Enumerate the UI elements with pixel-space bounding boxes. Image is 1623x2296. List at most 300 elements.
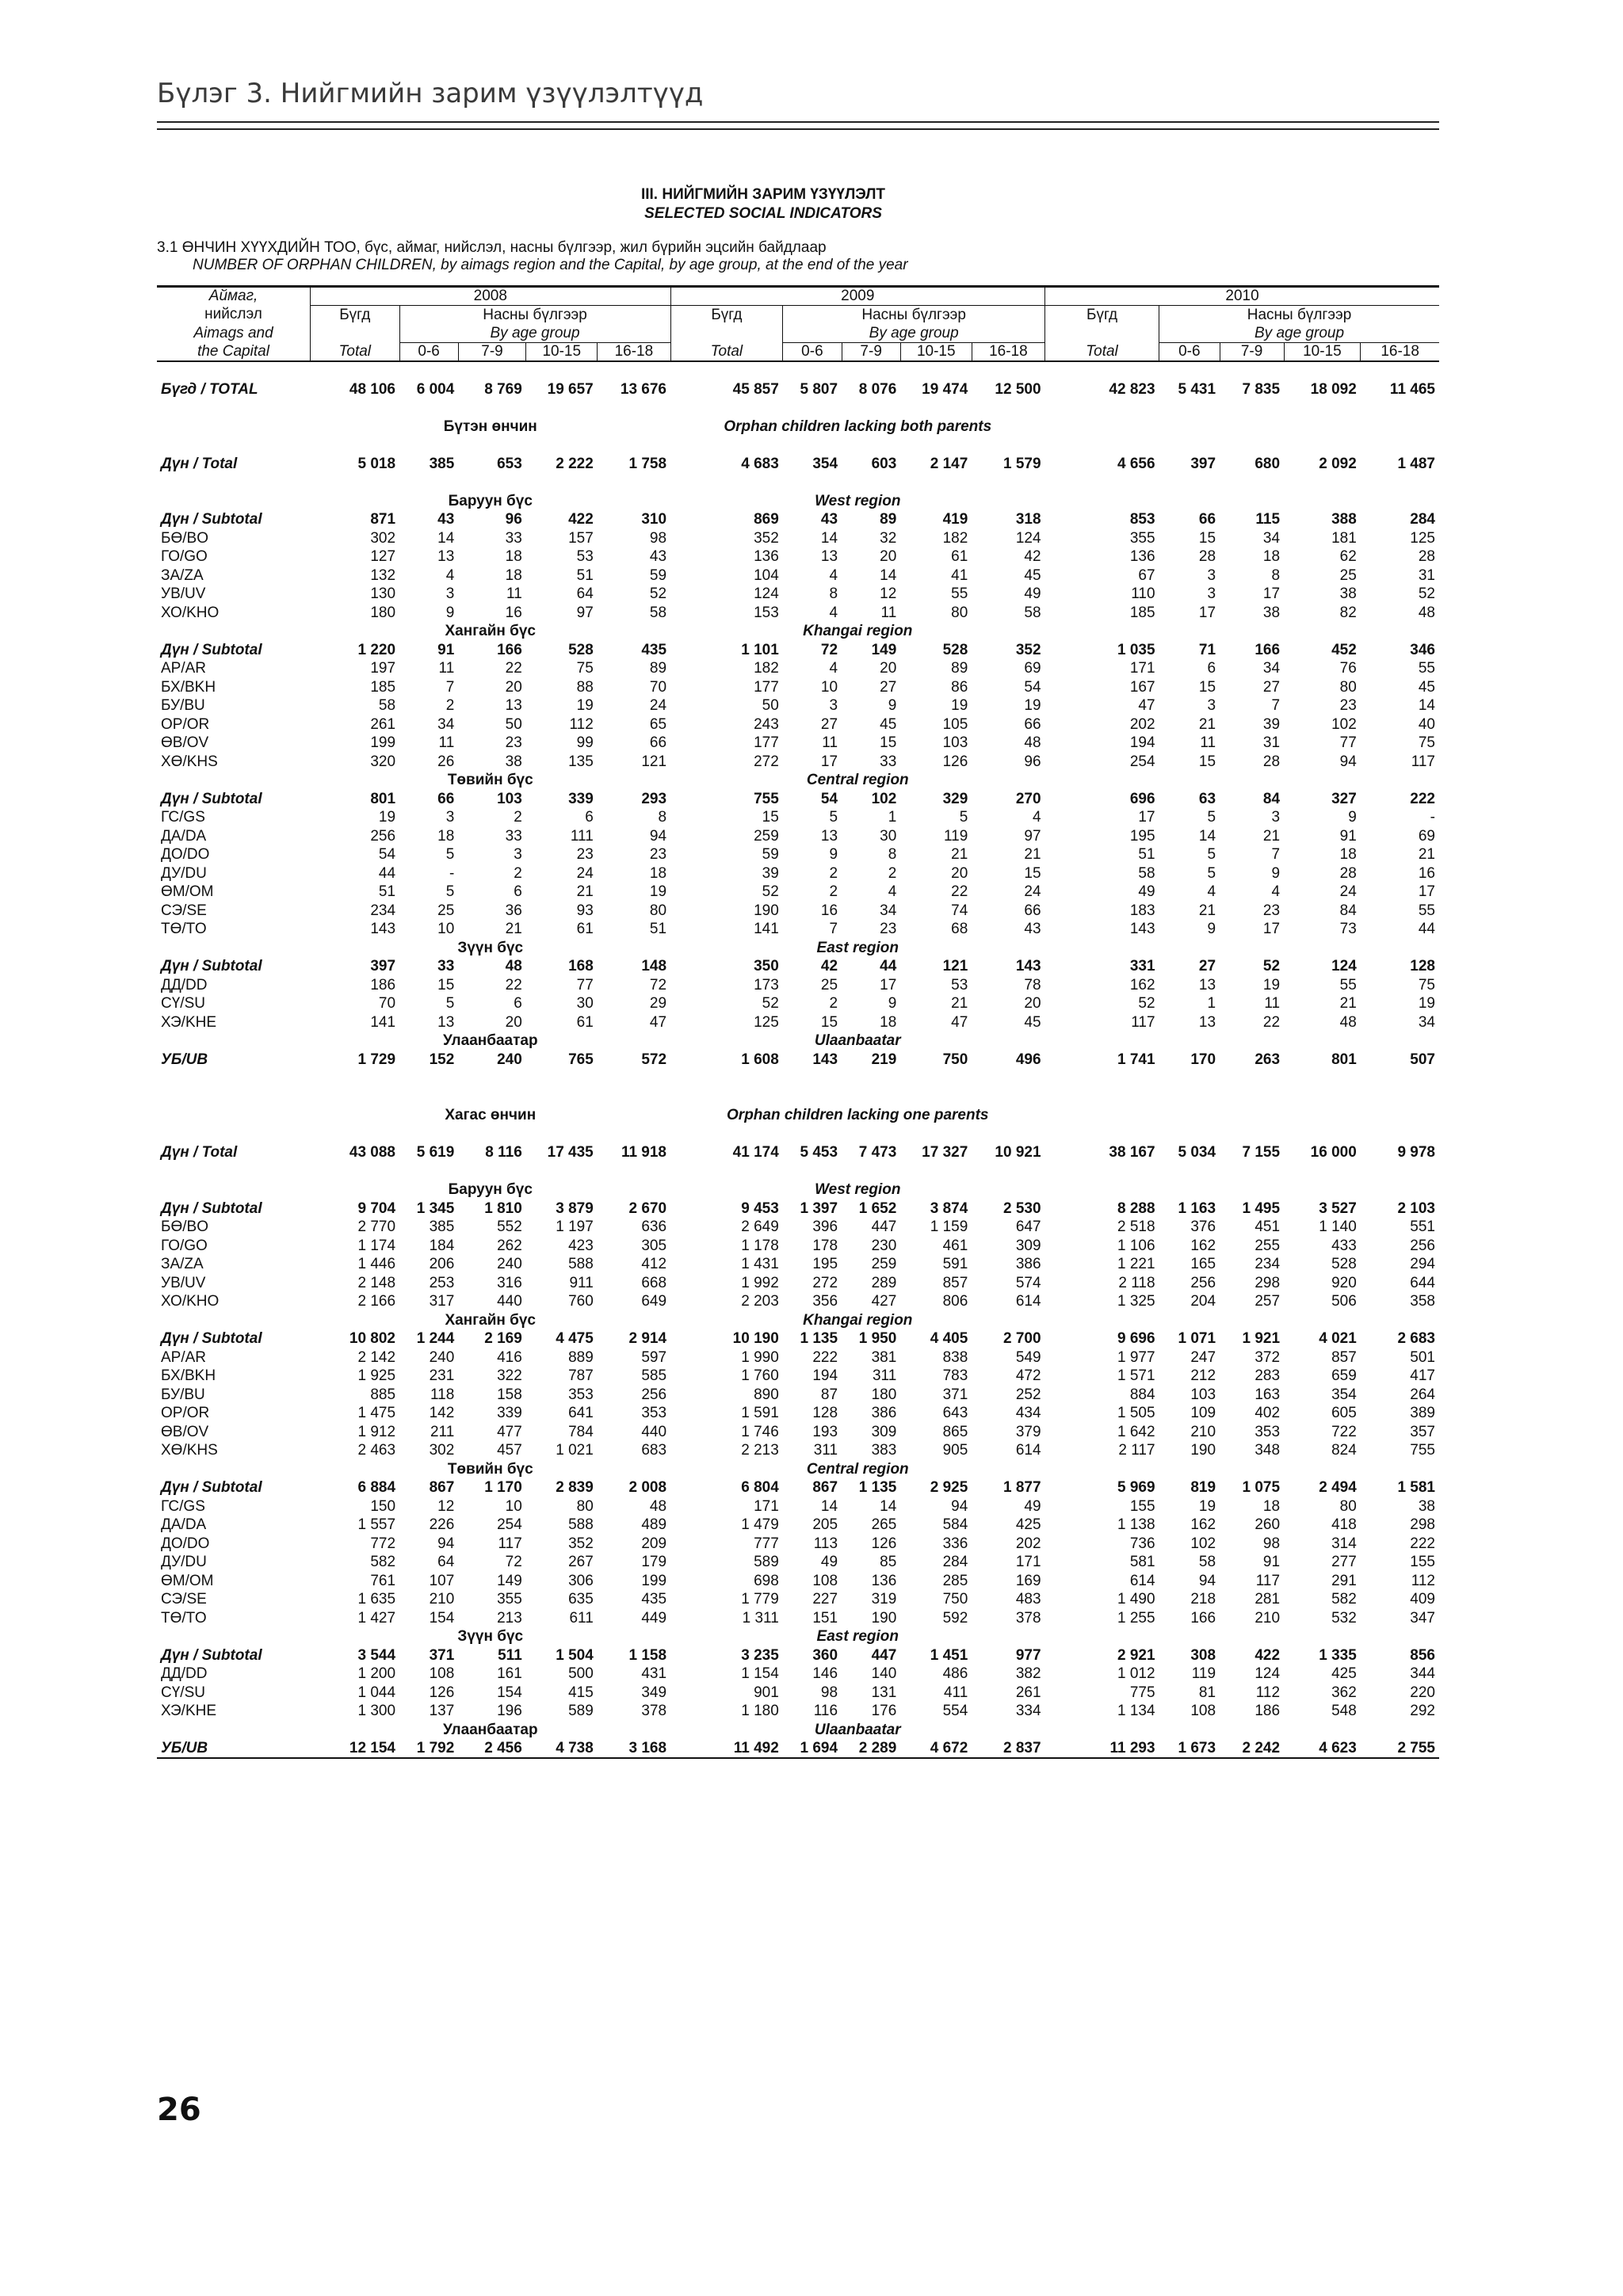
cell-value: 48 [1339,1013,1357,1031]
cell-value: 905 [942,1442,968,1459]
cell-value: 336 [942,1535,968,1552]
cell-value: 528 [942,641,968,658]
cell-value: 52 [1138,995,1155,1013]
cell-value: 18 [505,548,522,566]
cell-value: 611 [569,1609,594,1627]
cell-value: 285 [942,1572,968,1589]
aimag-row [157,994,1439,1013]
region-heading [157,771,1439,790]
cell-value: 58 [1198,1554,1216,1571]
cell-value: 115 [1255,511,1281,528]
cell-value: 352 [754,529,779,547]
cell-value: 240 [429,1348,455,1366]
cell-value: 2 [829,864,838,882]
cell-value: 5 [1207,864,1216,882]
cell-value: 149 [871,641,897,658]
header-corner-4: the Capital [157,343,311,362]
cell-value: 4 405 [930,1330,968,1348]
cell-value: 162 [1190,1516,1216,1534]
cell-value: 2 [514,864,522,882]
cell-value: 354 [812,455,838,472]
cell-value: 8 [658,809,667,826]
cell-value: 1 021 [556,1442,594,1459]
cell-value: 350 [754,958,779,975]
cell-value: 1 035 [1117,641,1155,658]
spacer-row [157,1069,1439,1088]
cell-value: 603 [871,455,897,472]
cell-value: 25 [437,902,455,919]
cell-value: 178 [812,1237,838,1254]
cell-value: 647 [1015,1219,1041,1236]
spacer-row [157,1088,1439,1107]
blank-cell [1045,1032,1439,1051]
region-heading-en: East region [816,1628,899,1646]
cell-value: 15 [820,1013,838,1031]
cell-value: 2 [829,995,838,1013]
cell-value: 19 [378,809,396,826]
cell-value: 14 [820,529,838,547]
aimag-row [157,920,1439,939]
header-corner-3: Aimags and [193,324,273,341]
part-total-row [157,455,1439,474]
cell-value: 1 479 [741,1516,779,1534]
cell-value: 23 [576,846,594,864]
cell-value: 7 473 [858,1144,897,1161]
cell-value: 2 118 [1118,1274,1155,1291]
cell-value: 97 [1024,827,1041,845]
cell-value: 18 [649,864,667,882]
blank-cell [1045,1460,1439,1479]
cell-value: 54 [1024,678,1041,696]
cell-value: 38 167 [1109,1144,1155,1161]
cell-value: 9 [829,846,838,864]
cell-value: 43 [1024,921,1041,938]
cell-value: 415 [568,1684,594,1701]
cell-value: 592 [942,1609,968,1627]
cell-value: 240 [497,1051,522,1068]
cell-value: 1 673 [1159,1739,1220,1758]
cell-value: 12 154 [311,1739,400,1758]
aimag-row [157,1348,1439,1367]
cell-value: 28 [1418,548,1435,566]
cell-value: 16 000 [1310,1144,1357,1161]
cell-value: 102 [1190,1535,1216,1552]
cell-value: 5 [445,883,455,901]
cell-value: 486 [942,1665,968,1683]
section-title-en: SELECTED SOCIAL INDICATORS [644,205,882,222]
row-label: ХО/KHO [161,1293,220,1310]
cell-value: 16 [1418,864,1435,882]
row-label: СҮ/SU [161,1684,205,1701]
cell-value: 6 [585,809,594,826]
cell-value: 186 [1254,1703,1281,1720]
cell-value: 2 169 [484,1330,522,1348]
cell-value: 472 [1015,1367,1041,1385]
cell-value: 1 200 [357,1665,396,1683]
spacer-cell [157,399,1439,418]
cell-value: 31 [1262,734,1281,752]
cell-value: 644 [1410,1274,1435,1291]
blank-cell [1045,492,1439,511]
cell-value: 11 293 [1045,1739,1159,1758]
cell-value: 210 [1254,1609,1281,1627]
cell-value: 49 [1024,585,1041,603]
cell-value: 293 [641,790,667,807]
cell-value: 376 [1190,1219,1216,1236]
cell-value: 254 [497,1516,522,1534]
cell-value: 4 738 [526,1739,598,1758]
cell-value: 856 [1410,1646,1435,1664]
cell-value: 18 [1262,1497,1281,1515]
cell-value: 227 [812,1591,838,1608]
cell-value: 2 755 [1361,1739,1439,1758]
cell-value: 865 [942,1423,968,1440]
cell-value: 1 397 [800,1199,838,1217]
cell-value: 52 [762,995,779,1013]
cell-value: 82 [1339,604,1357,621]
cell-value: 283 [1254,1367,1281,1385]
row-label: ГО/GO [161,548,208,566]
region-heading [157,1460,1439,1479]
row-label: СЭ/SE [161,902,207,919]
section-title [157,185,1369,223]
cell-value: 44 [1418,921,1435,938]
cell-value: 222 [812,1348,838,1366]
blank-cell [1045,1721,1439,1740]
cell-value: 7 [1271,697,1281,715]
cell-value: 22 [1262,1013,1281,1031]
cell-value: 6 004 [416,380,455,398]
cell-value: 6 [514,995,522,1013]
cell-value: 1 475 [357,1405,396,1422]
row-label: ӨВ/OV [161,1423,209,1440]
cell-value: 9 696 [1117,1330,1155,1348]
cell-value: 4 [1032,809,1041,826]
age-header: 7-9 [1220,343,1284,362]
cell-value: 1 729 [357,1051,396,1068]
cell-value: 253 [429,1274,455,1291]
spacer-row [157,1125,1439,1144]
cell-value: 66 [1198,511,1216,528]
cell-value: 222 [1410,790,1435,807]
cell-value: 409 [1410,1591,1435,1608]
cell-value: 12 [880,585,897,603]
cell-value: 1 178 [741,1237,779,1254]
cell-value: 6 884 [357,1479,396,1497]
cell-value: 10 [820,678,838,696]
cell-value: 11 492 [670,1739,783,1758]
blank-cell [157,1627,311,1646]
row-label: ТӨ/TO [161,1609,207,1627]
cell-value: 18 [880,1013,897,1031]
cell-value: 416 [497,1348,522,1366]
cell-value: 75 [576,660,594,677]
cell-value: 8 [829,585,838,603]
cell-value: 643 [942,1405,968,1422]
age-header: 16-18 [598,343,670,362]
cell-value: 761 [370,1572,396,1589]
cell-value: 206 [429,1256,455,1273]
cell-value: 302 [429,1442,455,1459]
cell-value: 2 213 [741,1442,779,1459]
cell-value: 11 [438,734,455,752]
cell-value: 8 076 [858,380,897,398]
cell-value: 24 [649,697,667,715]
cell-value: 256 [370,827,396,845]
cell-value: 857 [942,1274,968,1291]
cell-value: 167 [1129,678,1155,696]
cell-value: 41 [951,566,968,584]
cell-value: 5 431 [1178,380,1216,398]
cell-value: 75 [1418,976,1435,994]
cell-value: 1 741 [1117,1051,1155,1068]
cell-value: 136 [754,548,779,566]
cell-value: 385 [429,1219,455,1236]
cell-value: 190 [754,902,779,919]
cell-value: 3 [1207,697,1216,715]
cell-value: 2 117 [1118,1442,1155,1459]
aimag-row [157,1218,1439,1237]
cell-value: 585 [641,1367,667,1385]
cell-value: 2 683 [1397,1330,1435,1348]
cell-value: 2 147 [930,455,968,472]
region-heading-mn: Улаанбаатар [442,1032,538,1050]
cell-value: 680 [1254,455,1281,472]
cell-value: 72 [649,976,667,994]
row-label: АР/AR [161,1348,207,1366]
cell-value: 371 [942,1386,968,1403]
row-label: БӨ/BO [161,529,208,547]
cell-value: 194 [1129,734,1155,752]
cell-value: 1 608 [741,1051,779,1068]
region-heading-mn: Зүүн бүс [457,1628,524,1646]
blank-cell [157,418,311,437]
cell-value: 4 [1271,883,1281,901]
aimag-row [157,976,1439,995]
blank-cell [157,1180,311,1199]
region-heading [157,1180,1439,1199]
row-label: СЭ/SE [161,1591,207,1608]
cell-value: 9 704 [357,1199,396,1217]
cell-value: 5 [829,809,838,826]
cell-value: 1 325 [1117,1293,1155,1310]
cell-value: 38 [1339,585,1357,603]
row-label: Дүн / Total [161,455,238,472]
cell-value: 13 [1198,976,1216,994]
cell-value: 117 [498,1535,522,1552]
aimag-row [157,678,1439,697]
age-group-mn-header: Насны бүлгээр [399,306,670,325]
cell-value: 108 [429,1665,455,1683]
table-title-en: NUMBER OF ORPHAN CHILDREN, by aimags region and the Capital, by age group, at the end of the year [193,257,908,273]
cell-value: 901 [754,1684,779,1701]
region-heading-mn: Баруун бүс [448,492,533,509]
cell-value: 20 [1024,995,1041,1013]
cell-value: 64 [437,1554,455,1571]
cell-value: 261 [370,715,396,733]
cell-value: 22 [505,976,522,994]
cell-value: 45 [880,715,897,733]
cell-value: 4 623 [1284,1739,1361,1758]
cell-value: 1 244 [416,1330,455,1348]
cell-value: 289 [871,1274,897,1291]
cell-value: 1 012 [1117,1665,1155,1683]
region-heading-en: Khangai region [803,623,913,640]
cell-value: 49 [1024,1497,1041,1515]
cell-value: 6 804 [741,1479,779,1497]
aimag-row [157,827,1439,846]
cell-value: 1 992 [741,1274,779,1291]
row-label: ГС/GS [161,1497,205,1515]
cell-value: 2 837 [972,1739,1044,1758]
cell-value: 911 [569,1274,594,1291]
cell-value: 397 [370,958,396,975]
cell-value: 298 [1254,1274,1281,1291]
cell-value: 1 311 [742,1609,779,1627]
cell-value: 155 [1410,1554,1435,1571]
cell-value: 9 [888,697,897,715]
cell-value: 21 [505,921,522,938]
cell-value: 42 [1024,548,1041,566]
region-subtotal-row [157,1478,1439,1497]
cell-value: 102 [871,790,897,807]
cell-value: 154 [497,1684,522,1701]
cell-value: 2 530 [1002,1199,1041,1217]
cell-value: 62 [1339,548,1357,566]
cell-value: 736 [1129,1535,1155,1552]
spacer-cell [157,1088,1439,1107]
cell-value: 457 [497,1442,522,1459]
aimag-row [157,1441,1439,1460]
row-label: Дүн / Subtotal [161,958,262,975]
cell-value: 1 170 [484,1479,522,1497]
cell-value: 16 [820,902,838,919]
row-label: ОР/OR [161,1405,210,1422]
part-total-row [157,1143,1439,1162]
cell-value: 1 159 [930,1219,968,1236]
cell-value: 2 700 [1002,1330,1041,1348]
cell-value: 21 [1198,715,1216,733]
row-label: УВ/UV [161,1274,206,1291]
cell-value: 2 649 [741,1219,779,1236]
cell-value: 30 [576,995,594,1013]
cell-value: 205 [812,1516,838,1534]
cell-value: 77 [1339,734,1357,752]
cell-value: 28 [1198,548,1216,566]
cell-value: 1 877 [1002,1479,1041,1497]
cell-value: 13 [820,548,838,566]
region-heading [157,492,1439,511]
cell-value: 259 [871,1256,897,1273]
part-heading-en: Orphan children lacking both parents [724,418,992,435]
cell-value: 111 [570,827,594,845]
cell-value: 418 [1331,1516,1357,1534]
cell-value: 173 [754,976,779,994]
aimag-row [157,1516,1439,1535]
cell-value: 23 [649,846,667,864]
section-title-mn: III. НИЙГМИЙН ЗАРИМ ҮЗҮҮЛЭЛТ [640,186,886,203]
cell-value: 61 [576,1013,594,1031]
cell-value: 44 [880,958,897,975]
cell-value: 22 [505,660,522,677]
spacer-row [157,1162,1439,1181]
cell-value: 3 [514,846,522,864]
cell-value: 254 [1129,753,1155,770]
cell-value: 151 [812,1609,838,1627]
row-label: Бүгд / TOTAL [161,380,258,398]
cell-value: 27 [880,678,897,696]
cell-value: 124 [754,585,779,603]
spacer-row [157,361,1439,380]
cell-value: 291 [1331,1572,1357,1589]
total-mn-header: Бүгд [311,306,400,325]
cell-value: 838 [942,1348,968,1366]
cell-value: 197 [370,660,396,677]
cell-value: 277 [1331,1554,1357,1571]
cell-value: 635 [568,1591,594,1608]
cell-value: 52 [1418,585,1435,603]
cell-value: 121 [942,958,968,975]
cell-value: 425 [1331,1665,1357,1683]
cell-value: 819 [1190,1479,1216,1497]
cell-value: 168 [568,958,594,975]
cell-value: 202 [1129,715,1155,733]
cell-value: 24 [576,864,594,882]
cell-value: 1 487 [1397,455,1435,472]
cell-value: 143 [1129,921,1155,938]
cell-value: 252 [1015,1386,1041,1403]
row-label: Дүн / Subtotal [161,1646,262,1664]
cell-value: 45 857 [732,380,779,398]
cell-value: 11 [822,734,838,752]
aimag-row [157,585,1439,604]
cell-value: 389 [1410,1405,1435,1422]
cell-value: 210 [1190,1423,1216,1440]
cell-value: 574 [1015,1274,1041,1291]
cell-value: 13 676 [620,380,667,398]
cell-value: 199 [370,734,396,752]
cell-value: 411 [943,1684,968,1701]
cell-value: 55 [1339,976,1357,994]
cell-value: 18 [1262,548,1281,566]
cell-value: 61 [951,548,968,566]
cell-value: 86 [951,678,968,696]
row-label: БУ/BU [161,1386,205,1403]
age-header: 7-9 [842,343,900,362]
row-label: ГО/GO [161,1237,208,1254]
cell-value: 84 [1339,902,1357,919]
aimag-row [157,1292,1439,1311]
blank-cell [1045,622,1439,641]
cell-value: 121 [641,753,667,770]
cell-value: 755 [754,790,779,807]
cell-value: 272 [812,1274,838,1291]
cell-value: 353 [641,1405,667,1422]
cell-value: 124 [1015,529,1041,547]
cell-value: 170 [1190,1051,1216,1068]
cell-value: 2 921 [1117,1646,1155,1664]
cell-value: 15 [437,976,455,994]
cell-value: 20 [880,548,897,566]
cell-value: 5 018 [357,455,396,472]
cell-value: 67 [1138,566,1155,584]
cell-value: 352 [568,1535,594,1552]
blank-cell [157,939,311,958]
cell-value: 14 [820,1497,838,1515]
cell-value: 379 [1015,1423,1041,1440]
cell-value: 137 [429,1703,455,1720]
cell-value: 452 [1331,641,1357,658]
